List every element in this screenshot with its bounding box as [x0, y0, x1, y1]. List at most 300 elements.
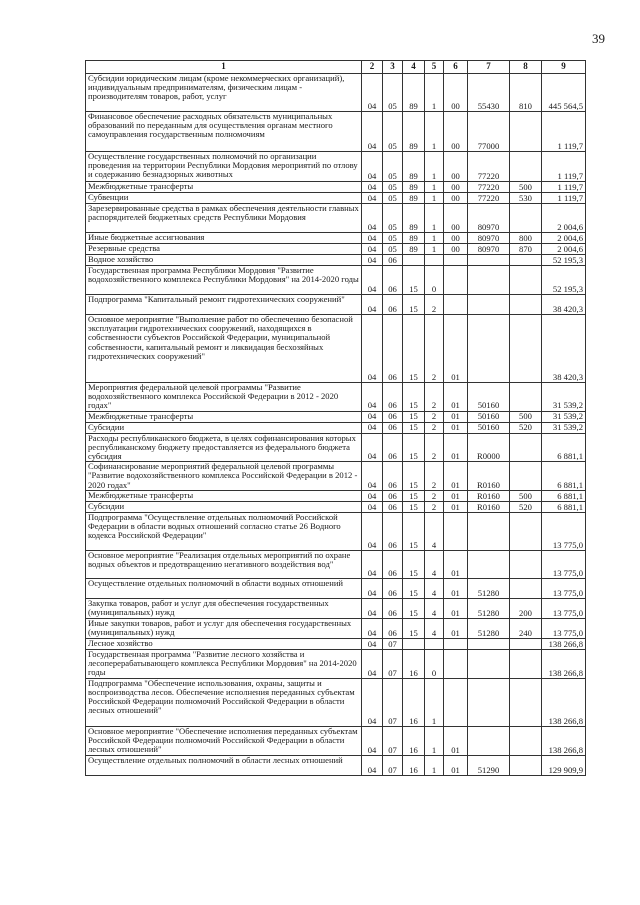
- amount: 6 881,1: [542, 490, 586, 501]
- code-direction: [468, 512, 510, 550]
- code-direction: [468, 315, 510, 383]
- code-program: 15: [403, 618, 425, 638]
- code-section: 04: [362, 204, 383, 233]
- column-header: 9: [542, 61, 586, 74]
- code-direction: 51280: [468, 618, 510, 638]
- amount: 38 420,3: [542, 315, 586, 383]
- code-section: 04: [362, 295, 383, 315]
- table-row: [86, 578, 586, 598]
- code-expense-type: [510, 678, 542, 726]
- code-expense-type: 870: [510, 244, 542, 255]
- row-name: Финансовое обеспечение расходных обязательств муниципальных образований по переданным для осуществления органам местного самоуправления государственным полномочиям: [86, 112, 362, 152]
- code-event: 01: [444, 433, 468, 462]
- code-program: 15: [403, 512, 425, 550]
- code-direction: [468, 550, 510, 578]
- table-body: [86, 74, 586, 776]
- code-expense-type: [510, 295, 542, 315]
- amount: 6 881,1: [542, 433, 586, 462]
- code-expense-type: 500: [510, 490, 542, 501]
- table-row: [86, 678, 586, 726]
- amount: 13 775,0: [542, 512, 586, 550]
- row-name: Закупка товаров, работ и услуг для обеспечения государственных (муниципальных) нужд: [86, 598, 362, 618]
- code-program: 15: [403, 501, 425, 512]
- table-row: [86, 512, 586, 550]
- row-name: Субсидии: [86, 501, 362, 512]
- column-header: 6: [444, 61, 468, 74]
- code-expense-type: [510, 578, 542, 598]
- code-subsection: 05: [383, 152, 403, 182]
- code-subsection: 05: [383, 193, 403, 204]
- code-expense-type: [510, 112, 542, 152]
- code-expense-type: [510, 512, 542, 550]
- table-row: [86, 182, 586, 193]
- code-section: 04: [362, 649, 383, 678]
- code-direction: R0160: [468, 501, 510, 512]
- code-program: 15: [403, 462, 425, 491]
- amount: 13 775,0: [542, 578, 586, 598]
- amount: 129 909,9: [542, 755, 586, 775]
- code-subsection: 05: [383, 112, 403, 152]
- row-name: Основное мероприятие "Выполнение работ по обеспечению безопасной эксплуатации гидротехнических сооружений, находящихся в собственности субъектов Российской Федерации, муниципальной собственности, капитальный ремонт и ликвидация бесхозяйных гидротехнических сооружений": [86, 315, 362, 383]
- code-subprogram: 1: [425, 726, 444, 755]
- amount: 138 266,8: [542, 678, 586, 726]
- code-expense-type: 200: [510, 598, 542, 618]
- code-event: 00: [444, 193, 468, 204]
- table-row: [86, 550, 586, 578]
- code-section: 04: [362, 74, 383, 112]
- code-event: [444, 266, 468, 295]
- code-subsection: 06: [383, 490, 403, 501]
- table-row: [86, 383, 586, 412]
- row-name: Лесное хозяйство: [86, 638, 362, 649]
- code-program: 89: [403, 112, 425, 152]
- column-header: 8: [510, 61, 542, 74]
- code-program: [403, 638, 425, 649]
- amount: 13 775,0: [542, 550, 586, 578]
- code-subprogram: 2: [425, 315, 444, 383]
- code-subprogram: 1: [425, 152, 444, 182]
- code-expense-type: 520: [510, 501, 542, 512]
- table-row: [86, 755, 586, 775]
- code-subprogram: 1: [425, 182, 444, 193]
- code-program: 15: [403, 578, 425, 598]
- code-program: 16: [403, 649, 425, 678]
- code-subsection: 07: [383, 726, 403, 755]
- code-expense-type: [510, 266, 542, 295]
- column-header: 2: [362, 61, 383, 74]
- column-header: 4: [403, 61, 425, 74]
- code-section: 04: [362, 244, 383, 255]
- code-direction: [468, 638, 510, 649]
- code-section: 04: [362, 755, 383, 775]
- code-event: 00: [444, 152, 468, 182]
- code-program: 89: [403, 193, 425, 204]
- code-subprogram: 2: [425, 383, 444, 412]
- row-name: Межбюджетные трансферты: [86, 182, 362, 193]
- code-subprogram: 2: [425, 295, 444, 315]
- table-row: [86, 638, 586, 649]
- code-event: 01: [444, 726, 468, 755]
- row-name: Субвенции: [86, 193, 362, 204]
- code-subprogram: 4: [425, 550, 444, 578]
- code-section: 04: [362, 255, 383, 266]
- code-direction: 51280: [468, 598, 510, 618]
- code-event: 01: [444, 578, 468, 598]
- code-expense-type: [510, 433, 542, 462]
- code-subprogram: 2: [425, 422, 444, 433]
- code-program: 16: [403, 755, 425, 775]
- code-event: 01: [444, 462, 468, 491]
- code-program: [403, 255, 425, 266]
- code-expense-type: 800: [510, 233, 542, 244]
- code-program: 15: [403, 422, 425, 433]
- amount: 2 004,6: [542, 204, 586, 233]
- code-subsection: 06: [383, 295, 403, 315]
- code-subsection: 05: [383, 204, 403, 233]
- code-direction: 77000: [468, 112, 510, 152]
- code-program: 89: [403, 152, 425, 182]
- table-row: [86, 501, 586, 512]
- code-program: 15: [403, 433, 425, 462]
- amount: 138 266,8: [542, 638, 586, 649]
- code-section: 04: [362, 182, 383, 193]
- code-event: 01: [444, 501, 468, 512]
- code-section: 04: [362, 678, 383, 726]
- column-header: 5: [425, 61, 444, 74]
- code-section: 04: [362, 512, 383, 550]
- code-direction: 51280: [468, 578, 510, 598]
- code-subprogram: 1: [425, 112, 444, 152]
- code-section: 04: [362, 411, 383, 422]
- code-section: 04: [362, 112, 383, 152]
- code-subsection: 06: [383, 433, 403, 462]
- table-row: [86, 649, 586, 678]
- code-event: 00: [444, 204, 468, 233]
- amount: 38 420,3: [542, 295, 586, 315]
- table-row: [86, 193, 586, 204]
- row-name: Государственная программа "Развитие лесного хозяйства и лесоперерабатывающего комплекса Республики Мордовия" на 2014-2020 годы: [86, 649, 362, 678]
- code-program: 15: [403, 411, 425, 422]
- amount: 2 004,6: [542, 233, 586, 244]
- code-subsection: 06: [383, 266, 403, 295]
- code-event: [444, 678, 468, 726]
- code-expense-type: [510, 649, 542, 678]
- code-subprogram: 2: [425, 462, 444, 491]
- code-subprogram: 2: [425, 411, 444, 422]
- code-section: 04: [362, 152, 383, 182]
- row-name: Основное мероприятие "Обеспечение исполнения переданных субъектам Российской Федерации полномочий Российской Федерации в области лесных отношений": [86, 726, 362, 755]
- code-event: 01: [444, 383, 468, 412]
- code-direction: 50160: [468, 411, 510, 422]
- amount: 13 775,0: [542, 618, 586, 638]
- code-section: 04: [362, 233, 383, 244]
- code-subsection: 06: [383, 383, 403, 412]
- code-event: [444, 512, 468, 550]
- table-row: [86, 112, 586, 152]
- row-name: Осуществление государственных полномочий по организации проведения на территории Республики Мордовия мероприятий по отлову и содержанию безнадзорных животных: [86, 152, 362, 182]
- code-event: [444, 255, 468, 266]
- code-subsection: 05: [383, 74, 403, 112]
- code-subprogram: 4: [425, 512, 444, 550]
- code-section: 04: [362, 193, 383, 204]
- code-subsection: 07: [383, 638, 403, 649]
- code-subsection: 06: [383, 578, 403, 598]
- code-event: 00: [444, 244, 468, 255]
- code-subprogram: 4: [425, 618, 444, 638]
- code-subprogram: 1: [425, 74, 444, 112]
- code-expense-type: [510, 255, 542, 266]
- code-event: 00: [444, 112, 468, 152]
- table-header-row: [86, 61, 586, 74]
- code-subsection: 06: [383, 550, 403, 578]
- code-direction: [468, 266, 510, 295]
- table-row: [86, 411, 586, 422]
- code-section: 04: [362, 578, 383, 598]
- code-expense-type: [510, 462, 542, 491]
- row-name: Иные бюджетные ассигнования: [86, 233, 362, 244]
- code-subsection: 05: [383, 233, 403, 244]
- row-name: Подпрограмма "Обеспечение использования, охраны, защиты и воспроизводства лесов. Обеспечение исполнения переданных субъектам Российской Федерации полномочий Российской Федерации в области лесных отношений": [86, 678, 362, 726]
- code-section: 04: [362, 422, 383, 433]
- code-subsection: 06: [383, 598, 403, 618]
- code-section: 04: [362, 383, 383, 412]
- code-expense-type: [510, 638, 542, 649]
- code-subsection: 06: [383, 618, 403, 638]
- code-direction: [468, 726, 510, 755]
- amount: 6 881,1: [542, 462, 586, 491]
- code-expense-type: 240: [510, 618, 542, 638]
- code-expense-type: 500: [510, 182, 542, 193]
- code-expense-type: [510, 550, 542, 578]
- amount: 445 564,5: [542, 74, 586, 112]
- code-section: 04: [362, 266, 383, 295]
- code-expense-type: 500: [510, 411, 542, 422]
- row-name: Резервные средства: [86, 244, 362, 255]
- code-subsection: 06: [383, 512, 403, 550]
- budget-table: [85, 60, 586, 776]
- row-name: Водное хозяйство: [86, 255, 362, 266]
- code-subsection: 06: [383, 422, 403, 433]
- table-row: [86, 204, 586, 233]
- column-header: 3: [383, 61, 403, 74]
- code-expense-type: 530: [510, 193, 542, 204]
- code-direction: 51290: [468, 755, 510, 775]
- code-subsection: 06: [383, 411, 403, 422]
- code-direction: R0160: [468, 490, 510, 501]
- amount: 13 775,0: [542, 598, 586, 618]
- code-section: 04: [362, 490, 383, 501]
- code-direction: [468, 255, 510, 266]
- table-row: [86, 490, 586, 501]
- table-row: [86, 74, 586, 112]
- code-program: 15: [403, 295, 425, 315]
- table-row: [86, 462, 586, 491]
- code-section: 04: [362, 462, 383, 491]
- code-event: [444, 295, 468, 315]
- table-row: [86, 233, 586, 244]
- row-name: Осуществление отдельных полномочий в области водных отношений: [86, 578, 362, 598]
- code-event: 01: [444, 490, 468, 501]
- amount: 1 119,7: [542, 182, 586, 193]
- code-subsection: 07: [383, 649, 403, 678]
- amount: 138 266,8: [542, 649, 586, 678]
- code-event: 01: [444, 315, 468, 383]
- code-program: 89: [403, 74, 425, 112]
- code-direction: 77220: [468, 182, 510, 193]
- code-subprogram: 1: [425, 678, 444, 726]
- row-name: Субсидии: [86, 422, 362, 433]
- code-subprogram: 2: [425, 433, 444, 462]
- table-row: [86, 255, 586, 266]
- code-event: 00: [444, 233, 468, 244]
- amount: 31 539,2: [542, 422, 586, 433]
- code-expense-type: [510, 204, 542, 233]
- code-section: 04: [362, 550, 383, 578]
- column-header: 1: [86, 61, 362, 74]
- code-subsection: 06: [383, 255, 403, 266]
- table-row: [86, 618, 586, 638]
- row-name: Основное мероприятие "Реализация отдельных мероприятий по охране водных объектов и предотвращению негативного воздействия вод": [86, 550, 362, 578]
- code-expense-type: 520: [510, 422, 542, 433]
- code-section: 04: [362, 501, 383, 512]
- code-event: 00: [444, 74, 468, 112]
- code-subprogram: 1: [425, 233, 444, 244]
- code-subprogram: 2: [425, 501, 444, 512]
- code-expense-type: [510, 726, 542, 755]
- code-direction: 80970: [468, 244, 510, 255]
- code-subprogram: [425, 255, 444, 266]
- code-program: 16: [403, 678, 425, 726]
- code-program: 89: [403, 204, 425, 233]
- amount: 1 119,7: [542, 112, 586, 152]
- amount: 52 195,3: [542, 255, 586, 266]
- code-program: 89: [403, 244, 425, 255]
- amount: 31 539,2: [542, 411, 586, 422]
- code-direction: 77220: [468, 193, 510, 204]
- table-row: [86, 726, 586, 755]
- code-program: 15: [403, 490, 425, 501]
- row-name: Мероприятия федеральной целевой программы "Развитие водохозяйственного комплекса Российской Федерации в 2012 - 2020 годах": [86, 383, 362, 412]
- code-subprogram: 0: [425, 649, 444, 678]
- code-event: 00: [444, 182, 468, 193]
- row-name: Межбюджетные трансферты: [86, 490, 362, 501]
- amount: 1 119,7: [542, 152, 586, 182]
- amount: 2 004,6: [542, 244, 586, 255]
- code-event: [444, 638, 468, 649]
- code-section: 04: [362, 726, 383, 755]
- code-program: 89: [403, 233, 425, 244]
- row-name: Подпрограмма "Осуществление отдельных полномочий Российской Федерации в области водных отношений согласно статье 26 Водного кодекса Российской Федерации": [86, 512, 362, 550]
- row-name: Межбюджетные трансферты: [86, 411, 362, 422]
- row-name: Подпрограмма "Капитальный ремонт гидротехнических сооружений": [86, 295, 362, 315]
- code-subsection: 05: [383, 182, 403, 193]
- code-expense-type: [510, 152, 542, 182]
- code-event: 01: [444, 411, 468, 422]
- row-name: Зарезервированные средства в рамках обеспечения деятельности главных распорядителей бюджетных средств Республики Мордовия: [86, 204, 362, 233]
- code-direction: [468, 678, 510, 726]
- code-program: 16: [403, 726, 425, 755]
- code-event: 01: [444, 618, 468, 638]
- code-subprogram: [425, 638, 444, 649]
- page-number: 39: [592, 31, 605, 46]
- code-subsection: 07: [383, 755, 403, 775]
- amount: 138 266,8: [542, 726, 586, 755]
- row-name: Государственная программа Республики Мордовия "Развитие водохозяйственного комплекса Республики Мордовия" на 2014-2020 годы: [86, 266, 362, 295]
- table-row: [86, 295, 586, 315]
- row-name: Иные закупки товаров, работ и услуг для обеспечения государственных (муниципальных) нужд: [86, 618, 362, 638]
- code-subprogram: 2: [425, 490, 444, 501]
- code-direction: [468, 295, 510, 315]
- row-name: Субсидии юридическим лицам (кроме некоммерческих организаций), индивидуальным предпринимателям, физическим лицам - производителям товаров, работ, услуг: [86, 74, 362, 112]
- code-expense-type: 810: [510, 74, 542, 112]
- row-name: Расходы республиканского бюджета, в целях софинансирования которых республиканскому бюджету предоставляется из федерального бюджета субсидия: [86, 433, 362, 462]
- code-section: 04: [362, 598, 383, 618]
- table-row: [86, 315, 586, 383]
- code-event: 01: [444, 598, 468, 618]
- code-subprogram: 1: [425, 204, 444, 233]
- code-subsection: 06: [383, 501, 403, 512]
- row-name: Осуществление отдельных полномочий в области лесных отношений: [86, 755, 362, 775]
- code-direction: 80970: [468, 233, 510, 244]
- row-name: Софинансирование мероприятий федеральной целевой программы "Развитие водохозяйственного комплекса Российской Федерации в 2012 - 2020 годах": [86, 462, 362, 491]
- amount: 52 195,3: [542, 266, 586, 295]
- code-direction: 55430: [468, 74, 510, 112]
- code-program: 15: [403, 315, 425, 383]
- code-direction: R0160: [468, 462, 510, 491]
- code-subprogram: 1: [425, 755, 444, 775]
- code-section: 04: [362, 433, 383, 462]
- code-expense-type: [510, 315, 542, 383]
- code-subsection: 06: [383, 315, 403, 383]
- table-row: [86, 598, 586, 618]
- amount: 31 539,2: [542, 383, 586, 412]
- code-subprogram: 4: [425, 578, 444, 598]
- code-event: 01: [444, 755, 468, 775]
- table-row: [86, 433, 586, 462]
- code-program: 15: [403, 550, 425, 578]
- code-direction: 80970: [468, 204, 510, 233]
- code-expense-type: [510, 755, 542, 775]
- code-section: 04: [362, 638, 383, 649]
- code-section: 04: [362, 618, 383, 638]
- code-event: 01: [444, 422, 468, 433]
- code-event: [444, 649, 468, 678]
- code-direction: [468, 649, 510, 678]
- column-header: 7: [468, 61, 510, 74]
- code-subsection: 05: [383, 244, 403, 255]
- amount: 1 119,7: [542, 193, 586, 204]
- code-program: 15: [403, 266, 425, 295]
- table-row: [86, 422, 586, 433]
- code-event: 01: [444, 550, 468, 578]
- table-row: [86, 152, 586, 182]
- code-direction: R0000: [468, 433, 510, 462]
- code-expense-type: [510, 383, 542, 412]
- amount: 6 881,1: [542, 501, 586, 512]
- code-subsection: 07: [383, 678, 403, 726]
- code-direction: 77220: [468, 152, 510, 182]
- code-subprogram: 0: [425, 266, 444, 295]
- code-section: 04: [362, 315, 383, 383]
- code-subsection: 06: [383, 462, 403, 491]
- code-program: 89: [403, 182, 425, 193]
- table-row: [86, 266, 586, 295]
- table-row: [86, 244, 586, 255]
- code-program: 15: [403, 598, 425, 618]
- code-subprogram: 1: [425, 244, 444, 255]
- code-direction: 50160: [468, 383, 510, 412]
- code-direction: 50160: [468, 422, 510, 433]
